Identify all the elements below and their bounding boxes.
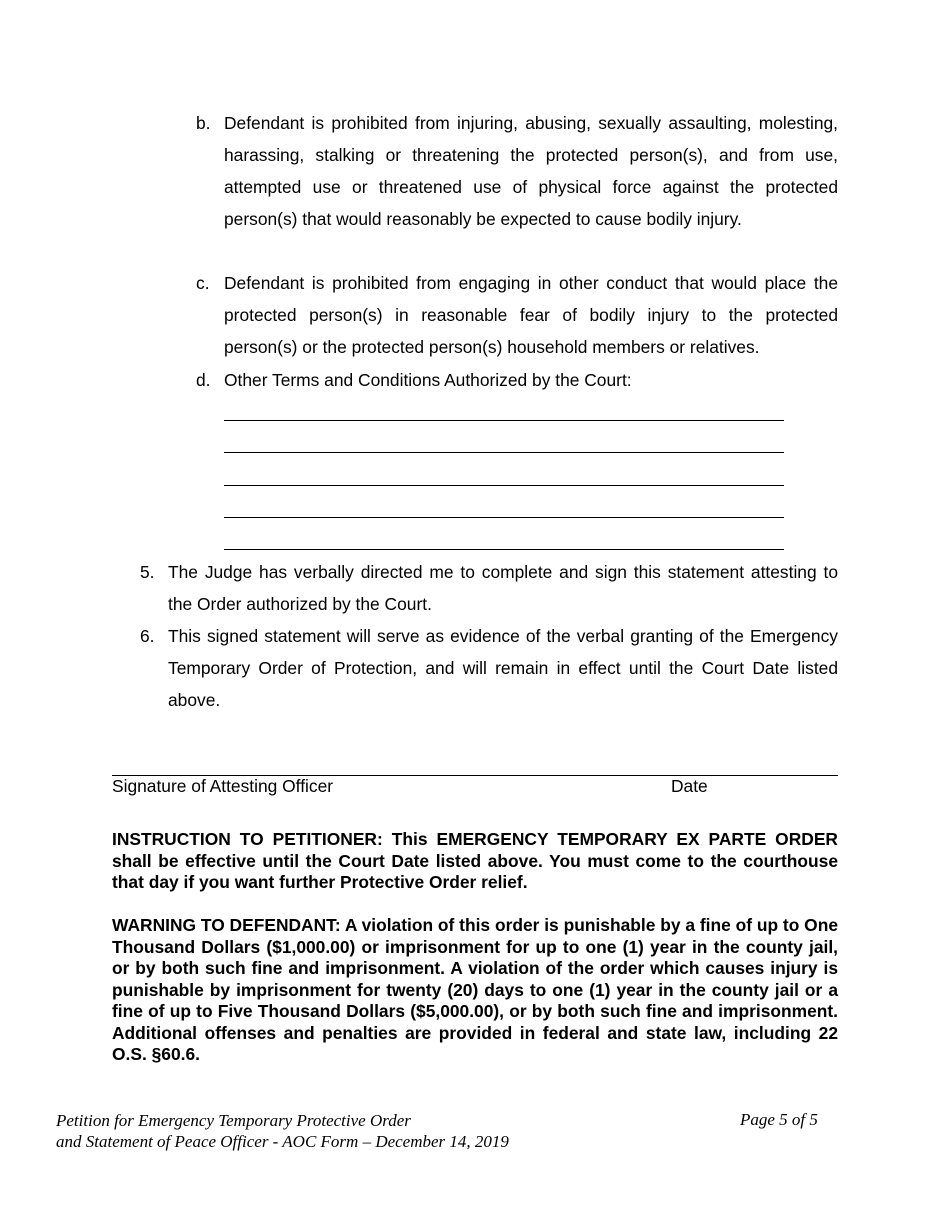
item-marker: 5.: [140, 562, 155, 582]
blank-line: [224, 549, 784, 550]
list-item-6: [140, 620, 838, 716]
signature-label: Signature of Attesting Officer: [112, 776, 334, 796]
item-marker: c.: [196, 273, 210, 293]
item-text: Defendant is prohibited from injuring, abusing, sexually assaulting, molesting, harassing, stalking or threatening the protected person(s), and from use, attempted use or threatened use of physical force against the protected person(s) that would reasonably be expected to cause bodily injury.: [224, 113, 838, 229]
item-marker: d.: [196, 370, 211, 390]
blank-line: [224, 420, 784, 421]
footer-form-subtitle: and Statement of Peace Officer - AOC Form – December 14, 2019: [56, 1132, 509, 1151]
blank-line: [224, 517, 784, 518]
list-item-b: [196, 107, 838, 235]
item-text: Other Terms and Conditions Authorized by the Court:: [224, 370, 632, 390]
item-marker: 6.: [140, 626, 155, 646]
item-text: This signed statement will serve as evidence of the verbal granting of the Emergency Temporary Order of Protection, and will remain in effect until the Court Date listed above.: [168, 626, 838, 710]
page-number: Page 5 of 5: [740, 1110, 818, 1129]
item-text: The Judge has verbally directed me to complete and sign this statement attesting to the Order authorized by the Court.: [168, 562, 838, 614]
instruction-to-petitioner: INSTRUCTION TO PETITIONER: This EMERGENCY TEMPORARY EX PARTE ORDER shall be effective until the Court Date listed above. You must come to the courthouse that day if you want further Protective Order relief.: [112, 829, 838, 892]
blank-line: [224, 485, 784, 486]
list-item-d: [196, 364, 838, 396]
list-item-5: [140, 556, 838, 620]
warning-to-defendant: WARNING TO DEFENDANT: A violation of this order is punishable by a fine of up to One Thousand Dollars ($1,000.00) or imprisonment for up to one (1) year in the county jail, or by both such fine and imprisonment. A violation of the order which causes injury is punishable by imprisonment for twenty (20) days to one (1) year in the county jail or a fine of up to Five Thousand Dollars ($5,000.00), or by both such fine and imprisonment. Additional offenses and penalties are provided in federal and state law, including 22 O.S. §60.6.: [112, 915, 838, 1064]
item-marker: b.: [196, 113, 211, 133]
item-text: Defendant is prohibited from engaging in other conduct that would place the protected person(s) in reasonable fear of bodily injury to the protected person(s) or the protected person(s) household members or relatives.: [224, 273, 838, 357]
blank-line: [224, 452, 784, 453]
date-label: Date: [671, 776, 708, 796]
list-item-c: [196, 267, 838, 363]
footer-form-title: Petition for Emergency Temporary Protective Order: [56, 1111, 411, 1130]
